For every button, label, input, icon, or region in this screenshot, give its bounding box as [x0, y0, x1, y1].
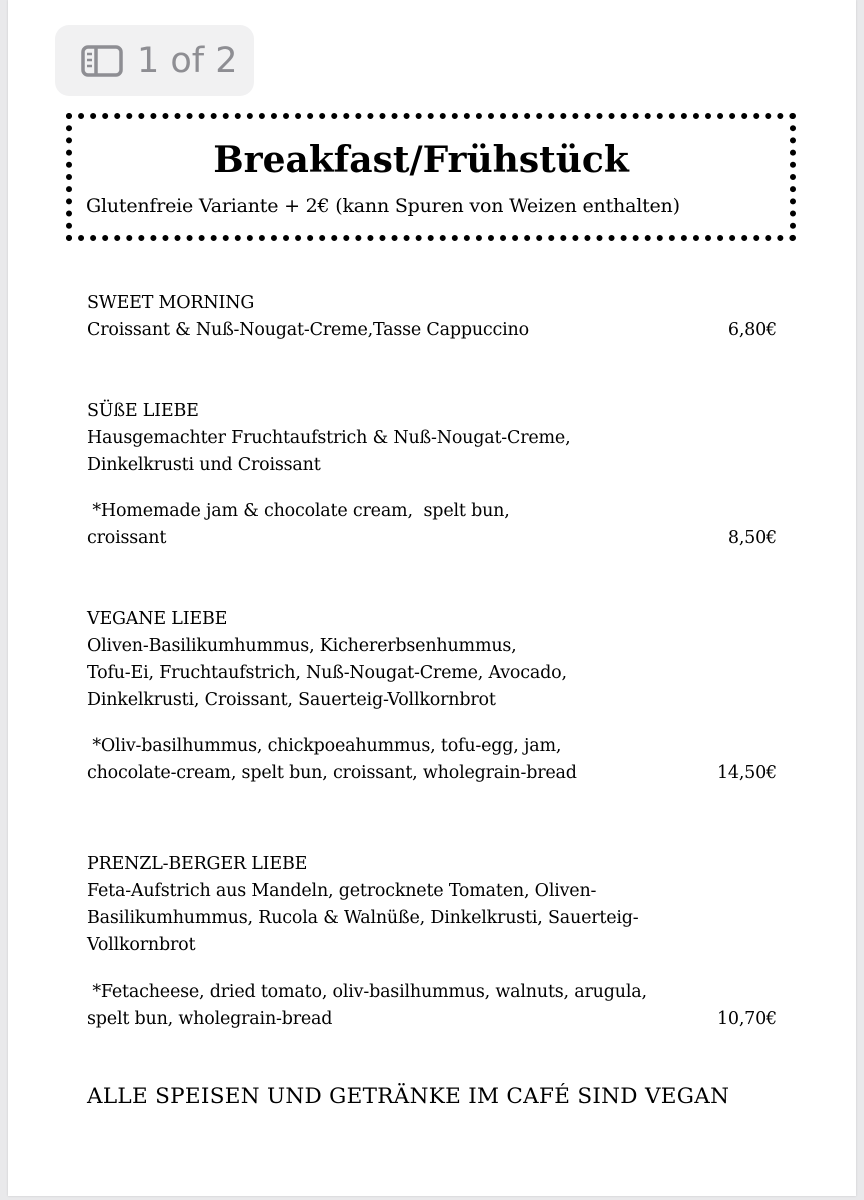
- menu-item-description: Croissant & Nuß-Nougat-Creme,Tasse Cappuccino: [87, 320, 529, 340]
- menu-item-name: PRENZL-BERGER LIEBE: [87, 854, 308, 874]
- page-indicator-button[interactable]: [55, 25, 254, 96]
- menu-item-description: Basilikumhummus, Rucola & Walnüße, Dinkelkrusti, Sauerteig-: [87, 908, 639, 928]
- menu-item-price: 14,50€: [716, 763, 777, 783]
- menu-header: [66, 113, 796, 241]
- menu-item-price: 8,50€: [727, 528, 777, 548]
- menu-item-name: VEGANE LIEBE: [87, 609, 228, 629]
- menu-item-description: Feta-Aufstrich aus Mandeln, getrocknete Tomaten, Oliven-: [87, 881, 597, 901]
- menu-page: [8, 0, 856, 1196]
- menu-item-price: 6,80€: [727, 320, 777, 340]
- vegan-notice: ALLE SPEISEN UND GETRÄNKE IM CAFÉ SIND VEGAN: [87, 1084, 730, 1109]
- menu-item-english: *Fetacheese, dried tomato, oliv-basilhummus, walnuts, arugula,: [87, 982, 647, 1002]
- menu-item-description: Hausgemachter Fruchtaufstrich & Nuß-Nougat-Creme,: [87, 428, 571, 448]
- menu-item-english: *Oliv-basilhummus, chickpoeahummus, tofu-egg, jam,: [87, 736, 562, 756]
- menu-title: Breakfast/Frühstück: [213, 139, 629, 181]
- menu-item-english: chocolate-cream, spelt bun, croissant, wholegrain-bread: [87, 763, 577, 783]
- menu-item-english: croissant: [87, 528, 167, 548]
- menu-subtitle: Glutenfreie Variante + 2€ (kann Spuren von Weizen enthalten): [86, 195, 680, 217]
- menu-item-description: Tofu-Ei, Fruchtaufstrich, Nuß-Nougat-Creme, Avocado,: [87, 663, 567, 683]
- menu-item-english: spelt bun, wholegrain-bread: [87, 1009, 333, 1029]
- page-indicator-label: 1 of 2: [137, 40, 238, 81]
- menu-item-name: SWEET MORNING: [87, 293, 255, 313]
- sidebar-icon: [81, 45, 123, 77]
- menu-item-price: 10,70€: [716, 1009, 777, 1029]
- menu-item-name: SÜßE LIEBE: [87, 401, 199, 421]
- menu-item-english: *Homemade jam & chocolate cream, spelt bun,: [87, 501, 510, 521]
- menu-item-description: Dinkelkrusti, Croissant, Sauerteig-Vollkornbrot: [87, 690, 496, 710]
- menu-item-description: Oliven-Basilikumhummus, Kichererbsenhummus,: [87, 636, 517, 656]
- menu-item-description: Vollkornbrot: [87, 935, 196, 955]
- menu-item-description: Dinkelkrusti und Croissant: [87, 455, 321, 475]
